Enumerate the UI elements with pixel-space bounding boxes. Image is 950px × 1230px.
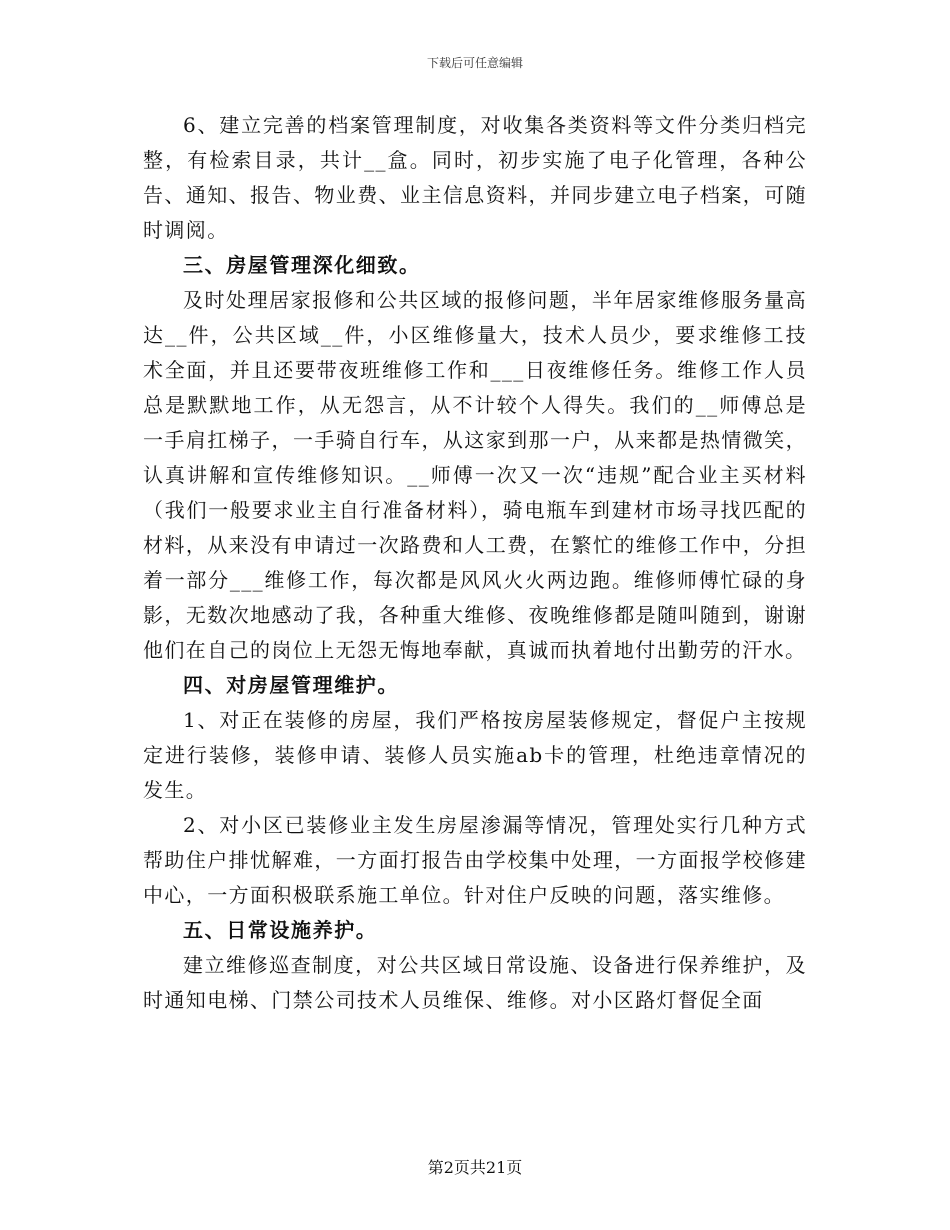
section-heading-housing-maintenance: 四、对房屋管理维护。 bbox=[183, 673, 399, 697]
section-heading-housing-management: 三、房屋管理深化细致。 bbox=[183, 253, 421, 277]
paragraph-inspection-system: 建立维修巡查制度，对公共区域日常设施、设备进行保养维护，及时通知电梯、门禁公司技术人员维保、维修。对小区路灯督促全面 bbox=[143, 953, 807, 1012]
document-body bbox=[143, 108, 807, 1018]
page-number: 第2页共21页 bbox=[427, 1158, 523, 1177]
paragraph-repair-service: 及时处理居家报修和公共区域的报修问题，半年居家维修服务量高达__件，公共区域__件，小区维修量大，技术人员少，要求维修工技术全面，并且还要带夜班维修工作和___日夜维修任务。维修工作人员总是默默地工作，从无怨言，从不计较个人得失。我们的__师傅总是一手肩扛梯子，一手骑自行车，从这家到那一户，从来都是热情微笑，认真讲解和宣传维修知识。__师傅一次又一次“违规”配合业主买材料（我们一般要求业主自行准备材料），骑电瓶车到建材市场寻找匹配的材料，从来没有申请过一次路费和人工费，在繁忙的维修工作中，分担着一部分___维修工作，每次都是风风火火两边跑。维修师傅忙碌的身影，无数次地感动了我，各种重大维修、夜晚维修都是随叫随到，谢谢他们在自己的岗位上无怨无悔地奉献，真诚而执着地付出勤劳的汗水。 bbox=[143, 288, 807, 662]
paragraph-renovation-rules: 1、对正在装修的房屋，我们严格按房屋装修规定，督促户主按规定进行装修，装修申请、装修人员实施ab卡的管理，杜绝违章情况的发生。 bbox=[143, 708, 807, 802]
paragraph-archive-management: 6、建立完善的档案管理制度，对收集各类资料等文件分类归档完整，有检索目录，共计__盒。同时，初步实施了电子化管理，各种公告、通知、报告、物业费、业主信息资料，并同步建立电子档案，可随时调阅。 bbox=[143, 113, 807, 242]
header-note: 下载后可任意编辑 bbox=[426, 56, 523, 70]
paragraph-leakage-handling: 2、对小区已装修业主发生房屋渗漏等情况，管理处实行几种方式帮助住户排忧解难，一方面打报告由学校集中处理，一方面报学校修建中心，一方面积极联系施工单位。针对住户反映的问题，落实维修。 bbox=[143, 813, 807, 907]
section-heading-facility-upkeep: 五、日常设施养护。 bbox=[183, 918, 378, 942]
